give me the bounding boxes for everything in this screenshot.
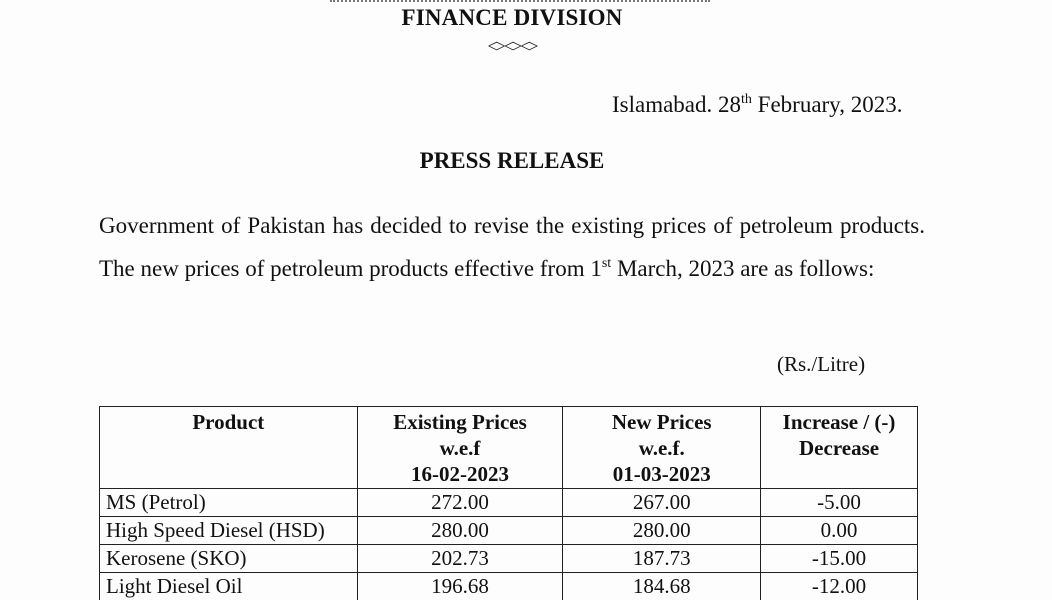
cell-product: Light Diesel Oil [100, 573, 358, 600]
cell-change: 0.00 [761, 517, 918, 545]
price-table [99, 406, 918, 600]
body-ordinal: st [601, 256, 612, 271]
division-heading: FINANCE DIVISION [401, 5, 623, 30]
cell-product: High Speed Diesel (HSD) [100, 517, 358, 545]
header-change: Increase / (-) Decrease [761, 407, 918, 489]
dateline-suffix: February, 2023. [751, 92, 903, 117]
cell-new-price: 280.00 [563, 517, 761, 545]
unit-label: (Rs./Litre) [777, 352, 866, 376]
cell-existing-price: 280.00 [357, 517, 563, 545]
header-new-prices: New Prices w.e.f. 01-03-2023 [563, 407, 761, 489]
table-header-row [100, 407, 918, 489]
cell-product: Kerosene (SKO) [100, 545, 358, 573]
cell-new-price: 267.00 [563, 489, 761, 517]
cell-change: -12.00 [761, 573, 918, 600]
cropped-header-text [330, 0, 710, 2]
cell-existing-price: 272.00 [357, 489, 563, 517]
dateline-prefix: Islamabad. 28 [612, 92, 742, 117]
body-text-part2: March, 2023 are as follows: [611, 256, 875, 281]
body-paragraph [99, 204, 925, 290]
table-row [100, 517, 918, 545]
table-row [100, 545, 918, 573]
ornament-divider: <><><> [487, 36, 537, 56]
cell-existing-price: 196.68 [357, 573, 563, 600]
header-product: Product [100, 407, 358, 489]
cell-new-price: 184.68 [563, 573, 761, 600]
cell-new-price: 187.73 [563, 545, 761, 573]
cell-change: -15.00 [761, 545, 918, 573]
cell-existing-price: 202.73 [357, 545, 563, 573]
header-existing-prices: Existing Prices w.e.f 16-02-2023 [357, 407, 563, 489]
body-text-part1: Government of Pakistan has decided to revise the existing prices of petroleum products. The new prices of petroleum products effective from 1 [99, 213, 925, 281]
dateline-ordinal: th [741, 92, 752, 107]
press-release-title: PRESS RELEASE [419, 148, 605, 173]
cell-product: MS (Petrol) [100, 489, 358, 517]
table-row [100, 573, 918, 600]
dateline [612, 92, 902, 118]
cell-change: -5.00 [761, 489, 918, 517]
table-row [100, 489, 918, 517]
